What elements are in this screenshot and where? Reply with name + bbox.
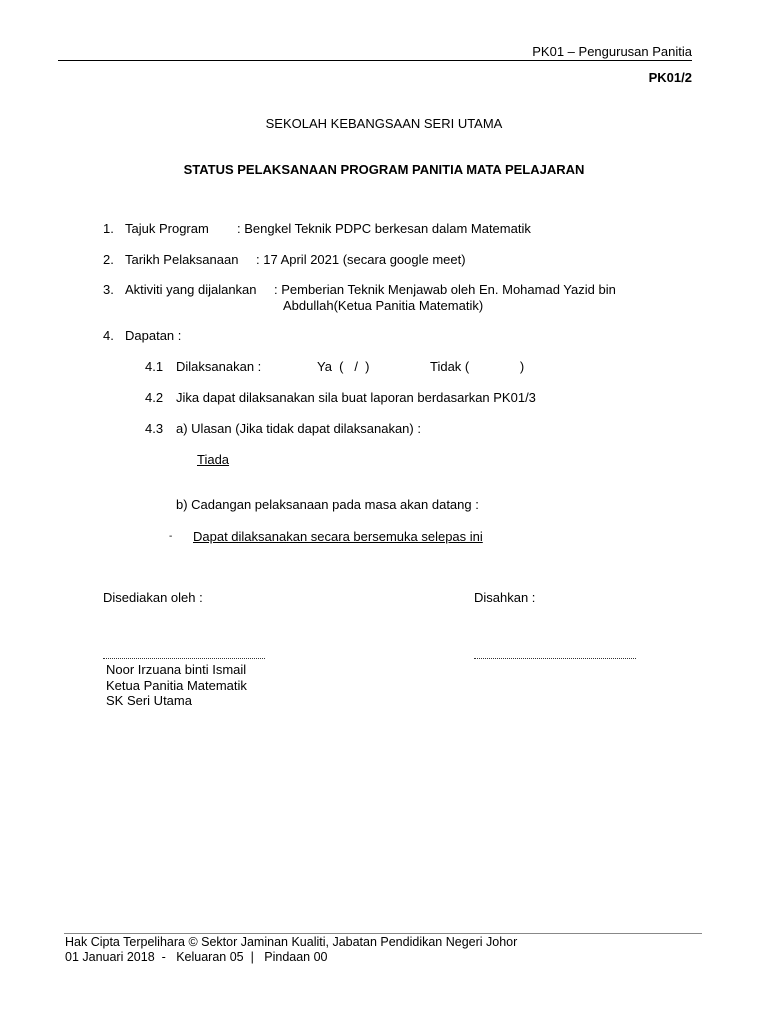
footer-meta [65,949,328,965]
prepared-name: Noor Irzuana binti Ismail [106,662,247,677]
ulasan-answer: Tiada [197,452,230,467]
section-number: 4.2 [145,390,164,405]
footer-separator: | [250,950,254,964]
aktiviti-value-line1: : Pemberian Teknik Menjawab oleh En. Mohamad Yazid bin [274,282,616,297]
tajuk-value: : Bengkel Teknik PDPC berkesan dalam Matematik [237,221,531,236]
bullet-dash: - [169,531,173,542]
footer-copyright: Hak Cipta Terpelihara © Sektor Jaminan Kualiti, Jabatan Pendidikan Negeri Johor [65,935,518,949]
cadangan-answer: Dapat dilaksanakan secara bersemuka selepas ini [193,529,483,544]
prepared-role: Ketua Panitia Matematik [106,678,247,693]
school-name: SEKOLAH KEBANGSAAN SERI UTAMA [265,116,503,131]
item-number: 1. [103,221,114,236]
tajuk-label: Tajuk Program [125,221,209,236]
section-number: 4.3 [145,421,164,436]
dapatan-label: Dapatan : [125,328,182,343]
prepared-by-label: Disediakan oleh : [103,590,203,605]
footer-date: 01 Januari 2018 [65,950,155,964]
document-title: STATUS PELAKSANAAN PROGRAM PANITIA MATA PELAJARAN [183,162,585,177]
tarikh-label: Tarikh Pelaksanaan [125,252,239,267]
item-number: 3. [103,282,114,297]
laporan-instruction: Jika dapat dilaksanakan sila buat laporan berdasarkan PK01/3 [176,390,536,405]
footer-revision: Pindaan 00 [264,950,328,964]
aktiviti-value-line2: Abdullah(Ketua Panitia Matematik) [283,298,484,313]
dilaksanakan-label: Dilaksanakan : [176,359,262,374]
prepared-organisation: SK Seri Utama [106,693,192,708]
footer-issue: Keluaran 05 [176,950,244,964]
footer-separator: - [161,950,166,964]
tarikh-value: : 17 April 2021 (secara google meet) [256,252,466,267]
approved-signature-line [474,658,636,659]
form-code: PK01/2 [648,70,692,85]
prepared-signature-line [103,658,265,659]
ulasan-label: a) Ulasan (Jika tidak dapat dilaksanakan) : [176,421,421,436]
header-divider [58,60,692,61]
cadangan-label: b) Cadangan pelaksanaan pada masa akan datang : [176,497,479,512]
section-number: 4.1 [145,359,164,374]
item-number: 4. [103,328,114,343]
aktiviti-label: Aktiviti yang dijalankan [125,282,257,297]
doc-reference: PK01 – Pengurusan Panitia [532,44,692,59]
approved-by-label: Disahkan : [474,590,536,605]
tidak-checkbox[interactable]: Tidak ( ) [430,359,525,374]
ya-checkbox[interactable]: Ya ( / ) [317,359,370,374]
item-number: 2. [103,252,114,267]
